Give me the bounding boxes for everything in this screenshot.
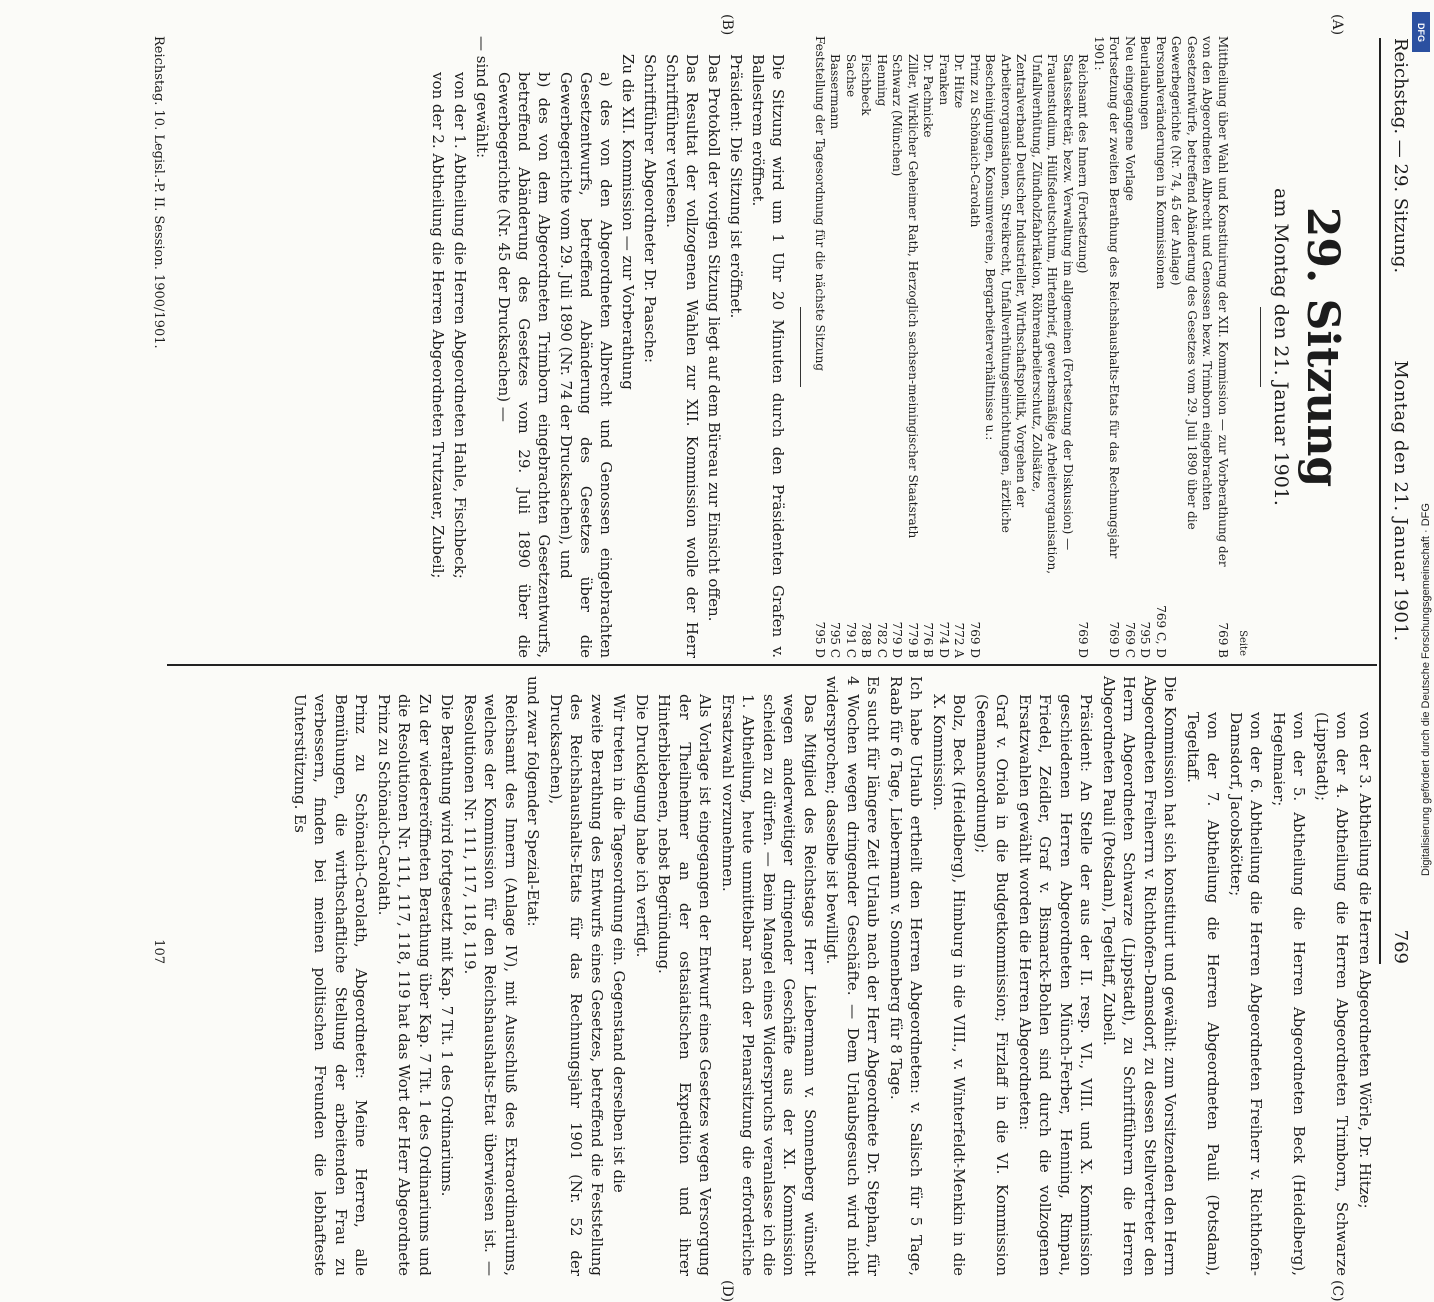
toc-page-label: Seite: [1237, 630, 1248, 656]
paragraph: Die Drucklegung habe ich verfügt.: [633, 694, 651, 958]
paragraph: zweite Berathung des Entwurfs eines Gesetzes, betreffend die Feststellung des Reichshaushalts-Etats für das Rechnungsjahr 1901 (Nr. 52 der Drucksachen),: [547, 694, 606, 1276]
digitization-sidebar: [1412, 6, 1432, 996]
page-number: 769: [1390, 929, 1411, 964]
paragraph: von der 6. Abtheilung die Herren Abgeordneten Freiherr v. Richthofen-Damsdorf, Jacobskötter;: [1227, 712, 1266, 1276]
toc-entry-page: 772 A: [952, 622, 967, 658]
toc-entry-text: Neu eingegangene Vorlage: [1123, 36, 1137, 201]
toc-entry: [1075, 36, 1091, 658]
paragraph: Die Kommission hat sich konstituirt und gewählt: zum Vorsitzenden den Herrn Abgeordneten Freiherrn v. Richthofen-Damsdorf, zu dessen Stellvertreter den Herrn Abgeordneten Schwarze (Lippstadt), zu Schriftführern die Herren Abgeordneten Pauli (Potsdam), Tegeltaff, Zubeil.: [1100, 676, 1180, 1276]
toc-entry: [889, 36, 905, 658]
toc-entry: [936, 36, 952, 658]
toc-entry: [1091, 36, 1122, 658]
paragraph: Das Protokoll der vorigen Sitzung liegt auf dem Büreau zur Einsicht offen.: [705, 54, 724, 622]
rotated-page: [145, 8, 1434, 1302]
paragraph: von der 1. Abtheilung die Herren Abgeordneten Hahle, Fischbeck;: [451, 72, 470, 579]
paragraph: Schriftführer Abgeordneter Dr. Paasche:: [641, 54, 660, 363]
toc-entry-page: 774 D: [937, 621, 951, 658]
toc-entry-page: 769 C, D: [1154, 605, 1168, 658]
paragraph: Graf v. Oriola in die Budgetkommission; Firzlaff in die VI. Kommission (Seemannsordnung);: [973, 694, 1012, 1276]
toc-entry-page: 769 D: [968, 621, 982, 658]
paragraph: b) des von dem Abgeordneten Trimborn eingebrachten Gesetzentwurfs, betreffend Abänderung des Gesetzes vom 29. Juli 1890 über die Gewerbegerichte (Nr. 45 der Drucksachen) —: [495, 72, 554, 658]
toc-rule: [801, 307, 802, 387]
footer-signature: Reichstag. 10. Legisl.-P. II. Session. 1900/1901.: [151, 36, 166, 349]
toc-entry: [858, 36, 874, 658]
toc-entry-text: Beurlaubungen: [1138, 36, 1153, 130]
paragraph: Zu der wiedereröffneten Berathung über Kap. 7 Tit. 1 des Ordinariums und die Resolutionen Nr. 111, 117, 118, 119 hat das Wort der Herr Abgeordnete Prinz zu Schönaich-Carolath.: [375, 694, 434, 1276]
paragraph: Bolz, Beck (Heidelberg), Himburg in die VIII., v. Winterfeldt-Menkin in die X. Kommission.: [930, 694, 969, 1276]
table-of-contents: [812, 36, 1231, 658]
toc-entry-text: Staatssekretär, bezw. Verwaltung im allgemeinen (Fortsetzung der Diskussion) — Frauenstudium, Hülfsdeutschtum, Hirtenbrief, gewerbsmäßige Arbeiterorganisation, Unfallverhütung, Zündholzfabrikation, Röhrenarbeiterschutz, Zollsätze, Zentralverband Deutscher Industrieller, Wirthschaftspolitik, Vorgehen der Arbeiterorganisationen, Streikrecht, Unfallverhütungseinrichtungen, ärztliche Bescheinigungen, Konsumvereine, Bergarbeiterverhältnisse u.:: [983, 54, 1075, 575]
paragraph: — sind gewählt:: [473, 36, 492, 159]
toc-entry: [905, 36, 921, 658]
paragraph: Reichsamt des Innern (Anlage IV), mit Ausschluß des Extraordinariums, welches der Kommission für den Reichshaushalts-Etat überwiesen ist. — Resolutionen Nr. 111, 117, 118, 119.: [461, 694, 520, 1276]
right-column-body: [175, 676, 1375, 1276]
session-title: 29. Sitzung: [1297, 206, 1348, 488]
toc-entry: [920, 36, 936, 658]
toc-entry-page: 769 D: [1107, 621, 1122, 658]
toc-entry-page: 795 D: [1138, 621, 1153, 658]
left-column: [175, 36, 1375, 658]
paragraph: von der 3. Abtheilung die Herren Abgeordneten Wörle, Dr. Hitze;: [1356, 712, 1374, 1209]
toc-entry-page: 779 D: [890, 621, 905, 658]
toc-entry-text: Dr. Pachnicke: [921, 54, 936, 138]
paragraph: Präsident: An Stelle der aus der II. resp. VI., VIII. und X. Kommission geschiedenen Herren Abgeordneten Münch-Ferber, Henning, Rimpau, Friedel, Zeidler, Graf v. Bismarck-Bohlen sind durch die vollzogenen Ersatzwahlen gewählt worden die Herren Abgeordneten:: [1016, 694, 1096, 1276]
toc-entry-page: 788 B: [859, 622, 874, 658]
session-date: am Montag den 21. Januar 1901.: [1270, 188, 1292, 506]
paragraph: Die Berathung wird fortgesetzt mit Kap. 7 Tit. 1 des Ordinariums.: [438, 694, 457, 1197]
toc-entry: [1137, 36, 1153, 658]
paragraph: von der 7. Abtheilung die Herren Abgeordneten Pauli (Potsdam), Tegeltaff.: [1184, 712, 1223, 1276]
left-column-body: [429, 36, 789, 658]
toc-entry-text: Feststellung der Tagesordnung für die nächste Sitzung: [813, 36, 827, 372]
toc-entry-text: Dr. Hitze: [952, 54, 967, 109]
paragraph: von der 2. Abtheilung die Herren Abgeordneten Trutzauer, Zubeil;: [429, 72, 448, 579]
paragraph: Das Resultat der vollzogenen Wahlen zur XII. Kommission wolle der Herr Schriftführer verlesen.: [663, 54, 702, 658]
paragraph: Das Mitglied des Reichstags Herr Liebermann v. Sonnenberg wünscht wegen anderweitiger dringender Geschäfte aus der XI. Kommission scheiden zu dürfen. — Beim Mangel eines Widerspruchs veranlasse ich die 1. Abtheilung, heute unmittelbar nach der Plenarsitzung die erforderliche Ersatzwahl vorzunehmen.: [719, 694, 819, 1276]
paragraph: Als Vorlage ist eingegangen der Entwurf eines Gesetzes wegen Versorgung der Theilnehmer an der ostasiatischen Expedition und ihrer Hinterbliebenen, nebst Begründung.: [655, 694, 715, 1276]
toc-entry-page: 795 C: [828, 622, 843, 658]
toc-entry-text: Personalveränderungen in Kommissionen: [1154, 36, 1168, 290]
toc-entry-page: 769 C: [1123, 622, 1137, 658]
toc-entry-text: Sachse: [844, 54, 858, 98]
paragraph: Zu die XII. Kommission — zur Vorberathung: [619, 54, 638, 390]
dfg-logo: DFG: [1412, 12, 1430, 52]
toc-entry-page: 791 C: [844, 622, 858, 658]
toc-entry-text: Franken: [937, 54, 951, 106]
marker-d: (D): [719, 1280, 735, 1302]
toc-entry: [874, 36, 890, 658]
sheet-number: 107: [151, 939, 166, 964]
toc-entry-page: 776 B: [921, 622, 936, 658]
header-date: Montag den 21. Januar 1901.: [1390, 360, 1411, 642]
toc-entry-page: 795 D: [813, 621, 827, 658]
paragraph: Prinz zu Schönaich-Carolath, Abgeordneter: Meine Herren, alle Bemühungen, die wirthschaftliche Stellung der arbeitenden Frau zu verbessern, finden bei meinen politischen Freunden die lebhafteste Unterstützung. Es: [291, 694, 371, 1276]
toc-entry: [812, 36, 828, 658]
header-left: Reichstag. — 29. Sitzung.: [1390, 38, 1411, 274]
toc-entry-text: Reichsamt des Innern (Fortsetzung): [1076, 54, 1091, 274]
toc-entry: [967, 36, 983, 658]
toc-entry-text: Fischbeck: [859, 54, 874, 116]
toc-entry: [843, 36, 859, 658]
paragraph: Es sucht für längere Zeit Urlaub nach der Herr Abgeordnete Dr. Stephan, für 4 Wochen wegen dringender Geschäfte. — Dem Urlaubsgesuch wird nicht widersprochen; dasselbe ist bewilligt.: [823, 676, 883, 1276]
digitization-note: Digitalisierung gefördert durch die Deutsche Forschungsgemeinschaft · DFG: [1420, 503, 1432, 876]
toc-entry: [1122, 36, 1138, 658]
paragraph: a) des von den Abgeordneten Albrecht und Genossen eingebrachten Gesetzentwurfs, betreffend Abänderung des Gesetzes über die Gewerbegerichte vom 29. Juli 1890 (Nr. 74 der Drucksachen), und: [557, 72, 616, 658]
toc-entry: [982, 36, 1075, 658]
paragraph: Präsident: Die Sitzung ist eröffnet.: [727, 54, 746, 319]
toc-entry-text: Prinz zu Schönaich-Carolath: [968, 54, 982, 228]
paragraph: Ich habe Urlaub ertheilt den Herren Abgeordneten: v. Salisch für 5 Tage, Raab für 6 Tage, Liebermann v. Sonnenberg für 8 Tage.: [887, 676, 926, 1276]
column-divider: [167, 664, 1377, 666]
marker-b: (B): [719, 14, 735, 36]
paragraph: Die Sitzung wird um 1 Uhr 20 Minuten durch den Präsidenten Grafen v. Ballestrem eröffnet.: [749, 54, 788, 658]
header-rule: [1379, 38, 1381, 964]
toc-entry-page: 769 D: [1076, 621, 1091, 658]
toc-entry: [951, 36, 967, 658]
toc-entry-page: 769 B: [1216, 622, 1230, 658]
toc-entry-page: [982, 588, 1075, 658]
toc-entry: [1153, 36, 1169, 658]
toc-entry-text: Bassermann: [828, 54, 843, 130]
toc-entry: [1168, 36, 1230, 658]
toc-entry: [827, 36, 843, 658]
paragraph: und zwar folgender Spezial-Etat:: [524, 676, 543, 927]
toc-entry-text: Henning: [875, 54, 889, 107]
toc-entry-page: 779 B: [906, 622, 920, 658]
marker-a: (A): [1329, 14, 1345, 36]
toc-entry-text: Ziller, Wirklicher Geheimer Rath, Herzoglich sachsen-meiningischer Staatsrath: [906, 54, 920, 539]
toc-entry-text: Schwarz (München): [890, 54, 905, 177]
paragraph: von der 4. Abtheilung die Herren Abgeordneten Trimborn, Schwarze (Lippstadt);: [1313, 712, 1352, 1276]
marker-c: (C): [1329, 1280, 1345, 1302]
toc-entry-text: Fortsetzung der zweiten Berathung des Reichshaushalts-Etats für das Rechnungsjahr 1901:: [1092, 36, 1122, 559]
paragraph: von der 5. Abtheilung die Herren Abgeordneten Beck (Heidelberg), Hegelmaier;: [1270, 712, 1309, 1276]
page-footer: [151, 36, 166, 964]
toc-entry-page: 782 C: [875, 622, 889, 658]
paragraph: Wir treten in die Tagesordnung ein. Gegenstand derselben ist die: [610, 694, 629, 1193]
title-rule: [1260, 307, 1261, 387]
toc-entry-text: Mittheilung über Wahl und Konstituirung der XII. Kommission — zur Vorberathung der von den Abgeordneten Albrecht und Genossen bezw. Trimborn eingebrachten Gesetzentwürfe, betreffend Abänderung des Gesetzes vom 29. Juli 1890 über die Gewerbegerichte (Nr. 74, 45 der Anlage): [1169, 36, 1230, 567]
